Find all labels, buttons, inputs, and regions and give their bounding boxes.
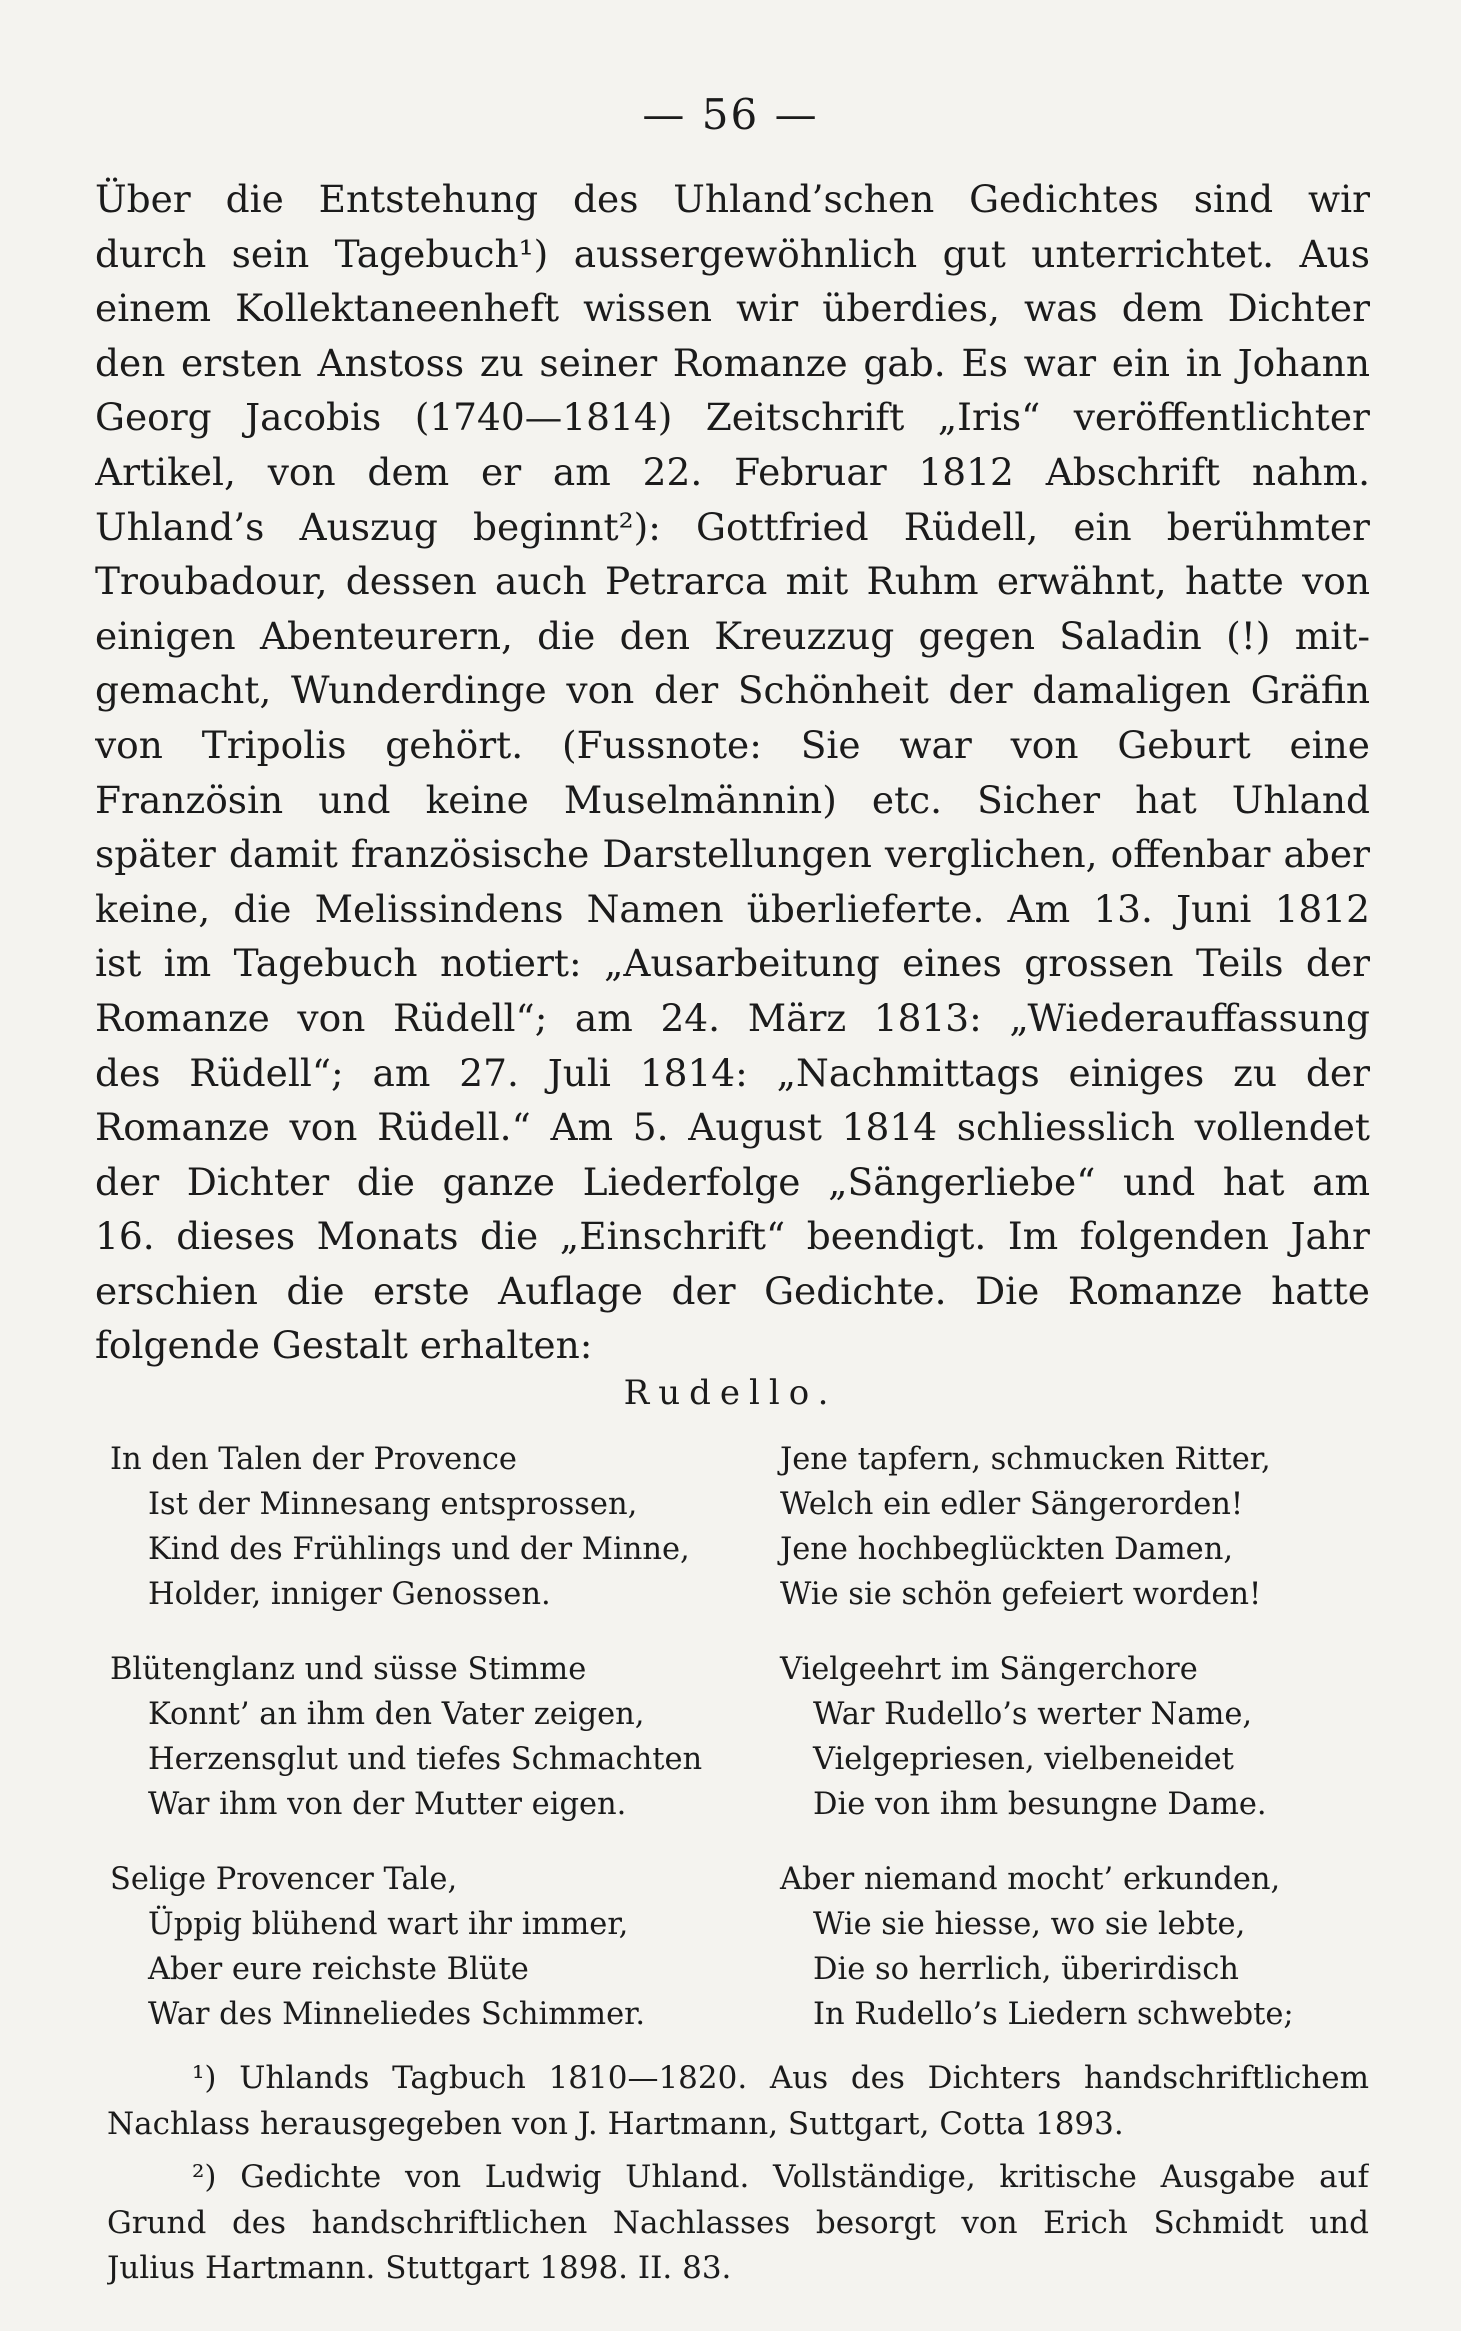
body-line: einem Kollektaneenheft wissen wir überdies, was dem Dichter (95, 286, 1370, 331)
footnote-line: Julius Hartmann. Stuttgart 1898. II. 83. (107, 2250, 732, 2286)
verse-line: Aber niemand mocht’ erkunden, (780, 1862, 1281, 1897)
stanza-row (110, 1437, 1340, 1617)
body-line: keine, die Melissindens Namen überlieferte. Am 13. Juni 1812 (95, 886, 1370, 931)
body-line: den ersten Anstoss zu seiner Romanze gab. Es war ein in Johann (95, 340, 1370, 385)
verse-line: Wie sie hiesse, wo sie lebte, (813, 1907, 1246, 1942)
verse-line: War Rudello’s werter Name, (813, 1697, 1253, 1732)
stanza (110, 1437, 710, 1617)
verse-line: Selige Provencer Tale, (110, 1862, 458, 1897)
verse-line: Ist der Minnesang entsprossen, (148, 1487, 638, 1522)
footnote-line: Grund des handschriftlichen Nachlasses besorgt von Erich Schmidt und (107, 2204, 1369, 2241)
footnote-2 (107, 2155, 1369, 2292)
footnote-line (107, 2056, 1369, 2102)
body-paragraph (95, 172, 1370, 1373)
verse-line: War des Minneliedes Schimmer. (148, 1997, 646, 2032)
verse-line: Kind des Frühlings und der Minne, (148, 1532, 690, 1567)
verse-line: War ihm von der Mutter eigen. (148, 1787, 627, 1822)
verse-line: Die von ihm besungne Dame. (813, 1787, 1267, 1822)
stanza-row (110, 1857, 1340, 2037)
footnote-line (107, 2155, 1369, 2201)
body-line: von Tripolis gehört. (Fussnote: Sie war von Geburt eine (95, 722, 1370, 767)
poem-title: Rudello. (623, 1373, 838, 1413)
stanza (780, 1437, 1340, 1617)
body-line: Georg Jacobis (1740—1814) Zeitschrift „Iris“ veröffentlichter (95, 395, 1370, 440)
body-line: folgende Gestalt erhalten: (95, 1323, 593, 1368)
footnote-1 (107, 2056, 1369, 2147)
verse-line: Holder, inniger Genossen. (148, 1577, 551, 1612)
verse-line: Wie sie schön gefeiert worden! (780, 1577, 1262, 1612)
footnote-text: Uhlands Tagbuch 1810—1820. Aus des Dichters handschriftlichem (239, 2060, 1369, 2096)
body-line: Troubadour, dessen auch Petrarca mit Ruhm erwähnt, hatte von (95, 559, 1370, 604)
body-line: Über die Entstehung des Uhland’schen Gedichtes sind wir (95, 177, 1370, 221)
footnote-marker: ²) (192, 2159, 217, 2195)
verse-line: In Rudello’s Liedern schwebte; (813, 1997, 1294, 2032)
verse-line: Welch ein edler Sängerorden! (780, 1487, 1244, 1522)
verse-line: Jene hochbeglückten Damen, (780, 1532, 1234, 1567)
footnote-text: Gedichte von Ludwig Uhland. Vollständige, kritische Ausgabe auf (240, 2159, 1369, 2195)
body-line: Romanze von Rüdell“; am 24. März 1813: „Wiederauffassung (95, 995, 1370, 1040)
body-line: erschien die erste Auflage der Gedichte. Die Romanze hatte (95, 1268, 1370, 1313)
stanza (110, 1647, 710, 1827)
poem (110, 1437, 1340, 2067)
footnotes (107, 2056, 1369, 2292)
stanza (780, 1647, 1340, 1827)
verse-line: Vielgeehrt im Sängerchore (780, 1652, 1198, 1687)
page-number: — 56 — (642, 90, 819, 139)
body-line: ist im Tagebuch notiert: „Ausarbeitung eines grossen Teils der (95, 941, 1370, 986)
footnote-line: Nachlass herausgegeben von J. Hartmann, Suttgart, Cotta 1893. (107, 2105, 1124, 2142)
stanza-row (110, 1647, 1340, 1827)
stanza (780, 1857, 1340, 2037)
verse-line: Die so herrlich, überirdisch (813, 1952, 1239, 1987)
body-line: gemacht, Wunderdinge von der Schönheit der damaligen Gräfin (95, 668, 1370, 713)
body-line: durch sein Tagebuch¹) aussergewöhnlich gut unterrichtet. Aus (95, 231, 1370, 276)
body-line: der Dichter die ganze Liederfolge „Sängerliebe“ und hat am (95, 1159, 1370, 1204)
verse-line: Üppig blühend wart ihr immer, (148, 1907, 629, 1942)
verse-line: In den Talen der Provence (110, 1442, 517, 1477)
stanza (110, 1857, 710, 2037)
verse-line: Vielgepriesen, vielbeneidet (813, 1742, 1234, 1777)
body-line: Romanze von Rüdell.“ Am 5. August 1814 schliesslich vollendet (95, 1105, 1370, 1150)
verse-line: Aber eure reichste Blüte (148, 1952, 529, 1987)
body-line: später damit französische Darstellungen verglichen, offenbar aber (95, 832, 1370, 877)
verse-line: Jene tapfern, schmucken Ritter, (780, 1442, 1271, 1477)
footnote-marker: ¹) (192, 2060, 217, 2096)
body-line: Französin und keine Muselmännin) etc. Sicher hat Uhland (95, 777, 1370, 822)
verse-line: Herzensglut und tiefes Schmachten (148, 1742, 703, 1777)
body-line: des Rüdell“; am 27. Juli 1814: „Nachmittags einiges zu der (95, 1050, 1370, 1095)
verse-line: Blütenglanz und süsse Stimme (110, 1652, 587, 1687)
body-line: 16. dieses Monats die „Einschrift“ beendigt. Im folgenden Jahr (95, 1214, 1370, 1259)
body-line: einigen Abenteurern, die den Kreuzzug gegen Saladin (!) mit- (95, 613, 1370, 658)
verse-line: Konnt’ an ihm den Vater zeigen, (148, 1697, 645, 1732)
body-line: Artikel, von dem er am 22. Februar 1812 Abschrift nahm. (95, 449, 1370, 494)
body-line: Uhland’s Auszug beginnt²): Gottfried Rüdell, ein berühmter (95, 504, 1370, 549)
